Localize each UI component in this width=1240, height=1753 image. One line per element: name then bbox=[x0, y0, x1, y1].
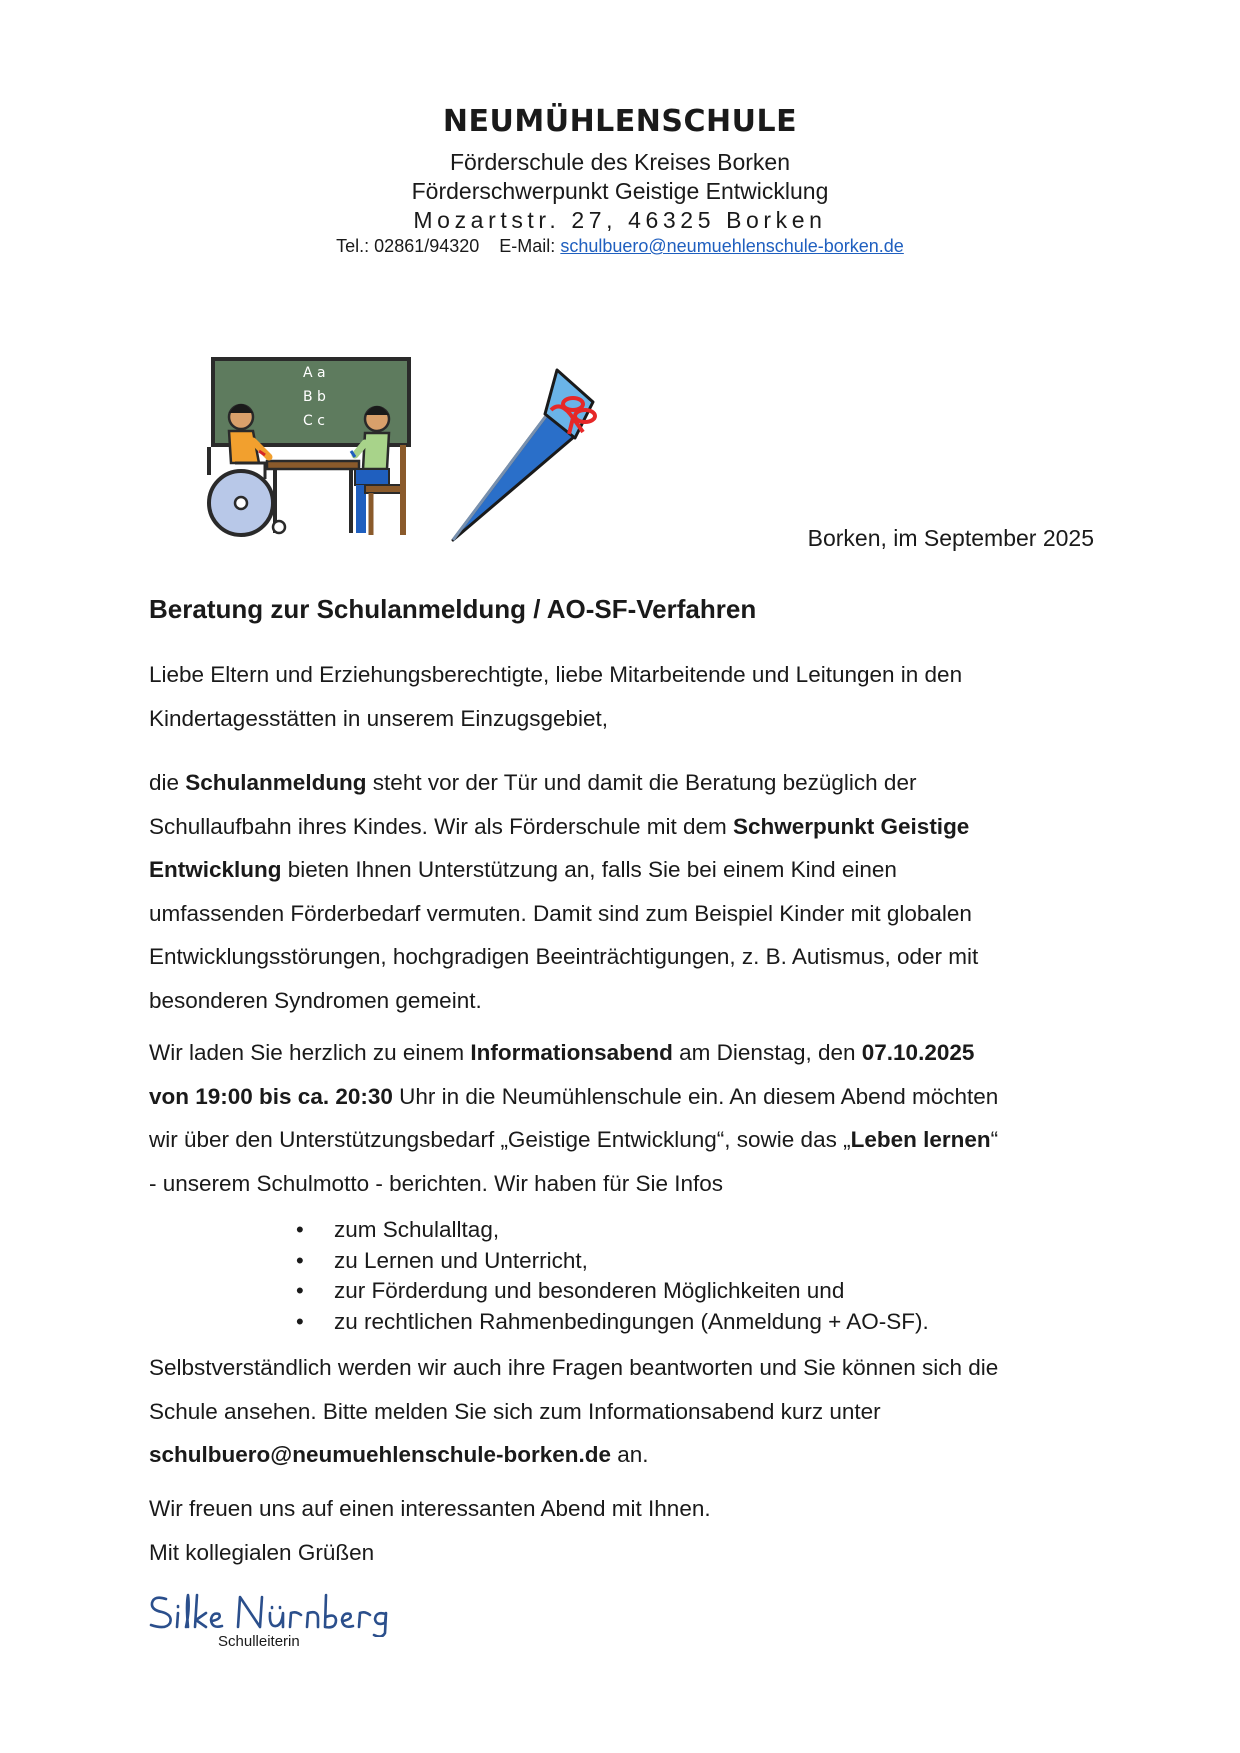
text: bieten Ihnen Unterstützung an, falls Sie bei einem Kind einen bbox=[281, 857, 897, 882]
chalk-text-a: A a bbox=[303, 365, 326, 381]
email-label: E-Mail: bbox=[499, 236, 556, 256]
closing-line: Wir freuen uns auf einen interessanten Abend mit Ihnen. bbox=[149, 1496, 711, 1521]
school-type: Förderschule des Kreises Borken bbox=[449, 149, 791, 175]
text: Schule ansehen. Bitte melden Sie sich zum Informationsabend kurz unter bbox=[149, 1398, 881, 1424]
list-item: • zu rechtlichen Rahmenbedingungen (Anmeldung + AO-SF). bbox=[290, 1307, 929, 1338]
text: Wir laden Sie herzlich zu einem bbox=[149, 1040, 471, 1065]
list-item: • zu Lernen und Unterricht, bbox=[290, 1246, 929, 1277]
text: Selbstverständlich werden wir auch ihre Fragen beantworten und Sie können sich die bbox=[149, 1355, 999, 1380]
list-item: • zum Schulalltag, bbox=[290, 1215, 929, 1246]
text: - unserem Schulmotto - berichten. Wir haben für Sie Infos bbox=[149, 1170, 724, 1196]
school-focus: Förderschwerpunkt Geistige Entwicklung bbox=[411, 178, 829, 204]
text: die bbox=[149, 770, 186, 795]
school-cone-icon bbox=[445, 358, 615, 548]
text: Entwicklungsstörungen, hochgradigen Beeinträchtigungen, z. B. Autismus, oder mit bbox=[149, 944, 979, 969]
signatory-role: Schulleiterin bbox=[218, 1633, 300, 1650]
invitation-paragraph bbox=[149, 1031, 1099, 1205]
school-motto: Leben lernen bbox=[850, 1127, 991, 1152]
registration-email: schulbuero@neumuehlenschule-borken.de bbox=[149, 1442, 612, 1467]
text: an. bbox=[611, 1442, 649, 1467]
chalk-text-c: C c bbox=[303, 413, 325, 429]
text: besonderen Syndromen gemeint. bbox=[149, 987, 482, 1013]
letter-heading: Beratung zur Schulanmeldung / AO-SF-Verfahren bbox=[149, 594, 757, 624]
list-item: • zur Förderdung und besonderen Möglichkeiten und bbox=[290, 1276, 929, 1307]
school-name: NEUMÜHLENSCHULE bbox=[442, 104, 798, 139]
event-date: 07.10.2025 bbox=[861, 1040, 975, 1065]
text: “ bbox=[990, 1127, 999, 1152]
greeting-line-1: Liebe Eltern und Erziehungsberechtigte, liebe Mitarbeitende und Leitungen in den bbox=[149, 662, 963, 687]
text: umfassenden Förderbedarf vermuten. Damit sind zum Beispiel Kinder mit globalen bbox=[149, 900, 972, 926]
text: am Dienstag, den bbox=[672, 1040, 862, 1065]
email-link[interactable]: schulbuero@neumuehlenschule-borken.de bbox=[560, 236, 904, 256]
text: Schullaufbahn ihres Kindes. Wir als Förderschule mit dem bbox=[149, 813, 734, 839]
bold-text: Entwicklung bbox=[149, 857, 282, 882]
classroom-icon bbox=[205, 355, 415, 545]
signature bbox=[146, 1585, 406, 1637]
greeting-line-2: Kindertagesstätten in unserem Einzugsgebiet, bbox=[149, 705, 609, 731]
bold-text: Schulanmeldung bbox=[185, 770, 367, 795]
registration-paragraph bbox=[149, 1346, 1099, 1477]
school-address: Mozartstr. 27, 46325 Borken bbox=[413, 207, 827, 233]
bold-text: Informationsabend bbox=[470, 1040, 673, 1065]
text: Uhr in die Neumühlenschule ein. An diesem Abend möchten bbox=[392, 1083, 999, 1109]
date-line: Borken, im September 2025 bbox=[807, 525, 1094, 551]
event-time: von 19:00 bis ca. 20:30 bbox=[149, 1083, 393, 1109]
greeting-paragraph bbox=[149, 653, 1099, 740]
regards-line: Mit kollegialen Grüßen bbox=[149, 1540, 375, 1565]
info-paragraph bbox=[149, 761, 1099, 1022]
chalk-text-b: B b bbox=[303, 389, 326, 405]
contact-line bbox=[0, 236, 1240, 257]
phone-label: Tel.: 02861/94320 bbox=[336, 236, 480, 256]
text: wir über den Unterstützungsbedarf „Geistige Entwicklung“, sowie das „ bbox=[149, 1127, 851, 1152]
info-topics-list bbox=[290, 1215, 929, 1337]
bold-text: Schwerpunkt Geistige bbox=[733, 813, 970, 839]
text: steht vor der Tür und damit die Beratung bezüglich der bbox=[366, 770, 917, 795]
